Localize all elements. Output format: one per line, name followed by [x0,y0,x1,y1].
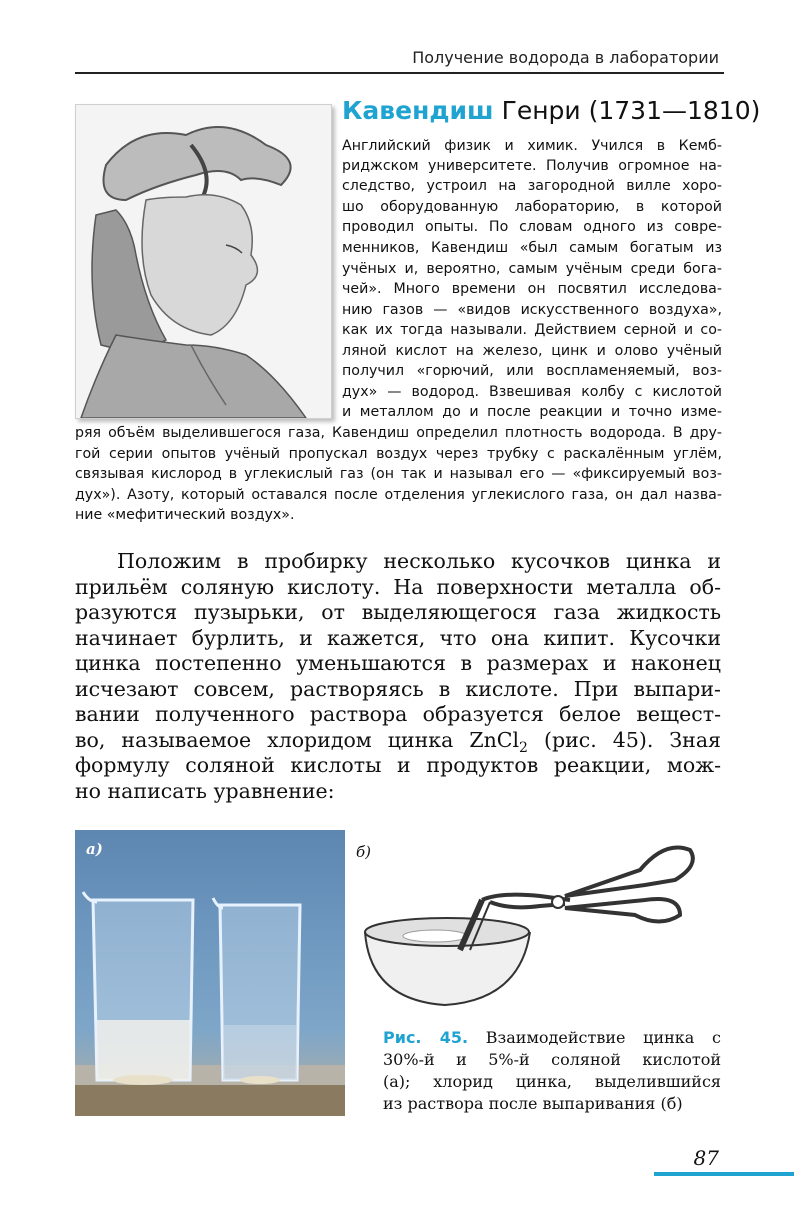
body-line: Положим в пробирку несколько кусочков цинка и [117,549,721,573]
bio-line: гой серии опытов учёный пропускал воздух через трубку с раскалённым углём, [75,446,722,462]
portrait-drawing [76,105,331,418]
caption-line: из раствора после выпаривания (б) [383,1094,683,1113]
beakers-photo [75,830,345,1116]
cavendish-portrait [75,104,332,419]
body-line: разуются пузырьки, от выделяющегося газа жидкость [75,600,721,624]
bio-line: ряя объём выделившегося газа, Кавендиш определил плотность водорода. В дру- [75,425,722,441]
body-line: исчезают совсем, растворяясь в кислоте. При выпари- [75,677,721,701]
bio-line: дух»). Азоту, который оставался после отделения углекислого газа, он дал назва- [75,487,722,503]
bio-line: учёных и, вероятно, самым учёным среди бога- [342,261,722,277]
bio-line: ние «мефитический воздух». [75,507,295,523]
bio-line: менников, Кавендиш «был самым богатым из [342,240,722,256]
bio-line: чей». Много времени он посвятил исследова- [342,281,722,297]
bio-line: ляной кислот на железо, цинк и олово учёный [342,343,722,359]
body-text: во, называемое хлоридом цинка ZnCl [75,728,520,752]
crucible-tongs-drawing [360,840,710,1010]
bio-line: дух» — водород. Взвешивая колбу с кислотой [342,384,722,400]
body-line: но написать уравнение: [75,779,335,803]
body-line: цинка постепенно уменьшаются в размерах и наконец [75,651,721,675]
bio-line: Английский физик и химик. Учился в Кемб- [342,138,722,154]
header-title: Получение водорода в лаборатории [412,48,719,67]
bio-surname: Кавендиш [342,96,494,125]
page-number: 87 [693,1146,719,1170]
page-number-rule [654,1172,794,1176]
caption-line [383,1028,721,1048]
bio-line: риджском университете. Получив огромное на- [342,158,722,174]
bio-line: как их тогда называли. Действием серной и со- [342,322,722,338]
figure-label-b: б) [356,843,372,861]
body-line: прильём соляную кислоту. На поверхности металла об- [75,575,721,599]
header-rule [75,72,724,74]
bio-heading [342,96,761,125]
bio-line: следство, устроил на загородной вилле хоро- [342,178,722,194]
bio-line: нию газов — «видов искусственного воздуха», [342,302,722,318]
body-line: вании полученного раствора образуется белое вещест- [75,702,721,726]
bio-line: проводил опыты. По словам одного из совре- [342,219,722,235]
figure-label-a: а) [86,840,103,858]
caption-text: Взаимодействие цинка с [468,1028,721,1047]
bio-line: получил «горючий, или воспламеняемый, воз- [342,363,722,379]
caption-line: 30%-й и 5%-й соляной кислотой [383,1050,721,1069]
formula-subscript: 2 [519,740,528,757]
body-text: (рис. 45). Зная [527,728,721,752]
bio-name-years: Генри (1731—1810) [493,96,761,125]
bio-line: и металлом до и после реакции и точно изме- [342,404,722,420]
beakers-drawing [75,830,345,1116]
bio-line: связывая кислород в углекислый газ (он так и называл его — «фиксируемый воз- [75,466,722,482]
caption-figure-number: Рис. 45. [383,1028,469,1047]
body-line: начинает бурлить, и кажется, что она кипит. Кусочки [75,626,721,650]
bio-line: шо оборудованную лабораторию, в которой [342,199,722,215]
body-line: формулу соляной кислоты и продуктов реакции, мож- [75,753,721,777]
caption-line: (а); хлорид цинка, выделившийся [383,1072,721,1091]
